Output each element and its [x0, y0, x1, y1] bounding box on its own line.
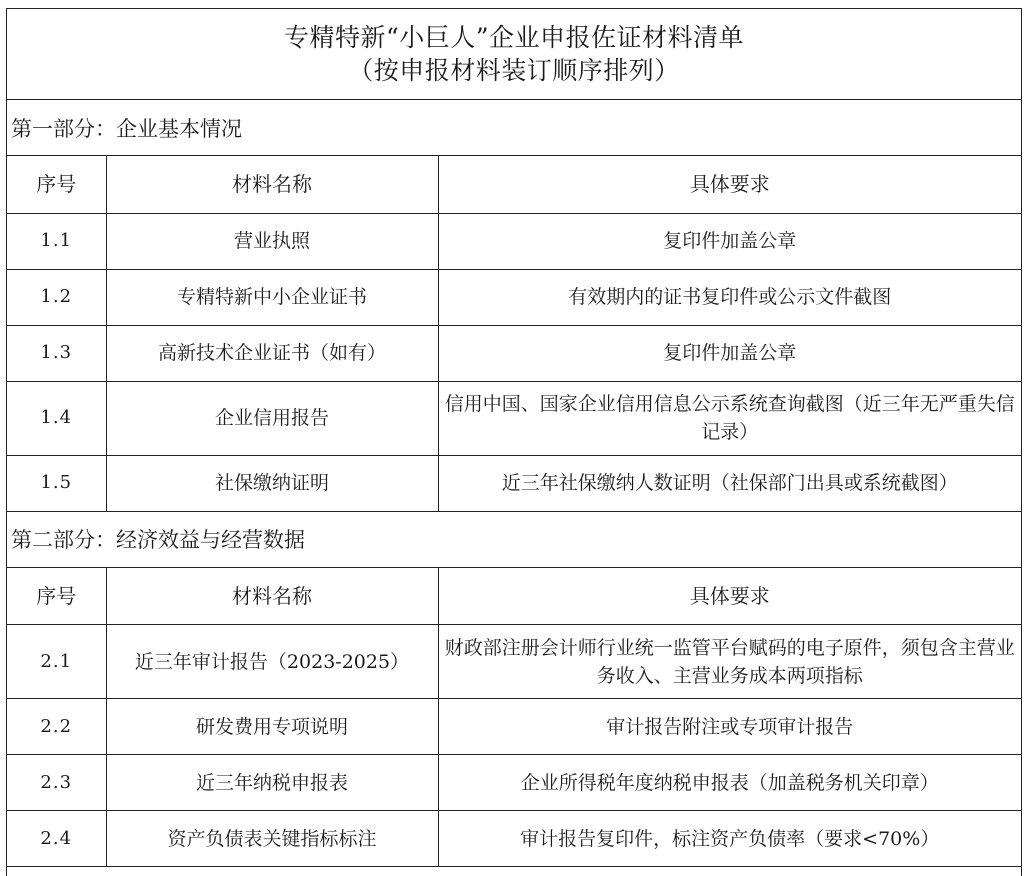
table-basic-info [7, 156, 1021, 512]
row-index: 1.4 [7, 381, 106, 455]
row-requirement: 信用中国、国家企业信用信息公示系统查询截图（近三年无严重失信记录） [438, 381, 1021, 455]
row-index: 2.1 [7, 625, 106, 699]
row-material-name: 近三年审计报告（2023-2025） [106, 625, 438, 699]
section-heading-economic-data: 第二部分：经济效益与经营数据 [7, 512, 1021, 568]
table-row [7, 269, 1021, 325]
row-requirement: 近三年社保缴纳人数证明（社保部门出具或系统截图） [438, 455, 1021, 511]
row-requirement: 审计报告复印件，标注资产负债率（要求<70%） [438, 811, 1021, 867]
column-header-name: 材料名称 [106, 156, 438, 213]
column-header-requirement: 具体要求 [438, 156, 1021, 213]
table-row [7, 811, 1021, 867]
row-requirement: 企业所得税年度纳税申报表（加盖税务机关印章） [438, 755, 1021, 811]
row-material-name: 研发费用专项说明 [106, 699, 438, 755]
table-header-row [7, 156, 1021, 213]
row-requirement: 财政部注册会计师行业统一监管平台赋码的电子原件，须包含主营业务收入、主营业务成本两项指标 [438, 625, 1021, 699]
table-row [7, 755, 1021, 811]
row-material-name: 社保缴纳证明 [106, 455, 438, 511]
table-row [7, 381, 1021, 455]
title-main: 专精特新“小巨人”企业申报佐证材料清单 [283, 23, 745, 52]
row-index: 2.2 [7, 699, 106, 755]
row-index: 1.3 [7, 325, 106, 381]
row-index: 2.3 [7, 755, 106, 811]
document-title [7, 9, 1021, 100]
table-row [7, 213, 1021, 269]
table-row [7, 325, 1021, 381]
row-index: 2.4 [7, 811, 106, 867]
title-subtitle: （按申报材料装订顺序排列） [348, 56, 680, 85]
row-index: 1.1 [7, 213, 106, 269]
table-row [7, 699, 1021, 755]
material-checklist-sheet [6, 8, 1022, 876]
row-requirement: 复印件加盖公章 [438, 325, 1021, 381]
row-index: 1.5 [7, 455, 106, 511]
row-material-name: 企业信用报告 [106, 381, 438, 455]
column-header-name: 材料名称 [106, 568, 438, 625]
row-material-name: 近三年纳税申报表 [106, 755, 438, 811]
column-header-index: 序号 [7, 156, 106, 213]
row-index: 1.2 [7, 269, 106, 325]
row-requirement: 审计报告附注或专项审计报告 [438, 699, 1021, 755]
row-requirement: 有效期内的证书复印件或公示文件截图 [438, 269, 1021, 325]
table-header-row [7, 568, 1021, 625]
column-header-index: 序号 [7, 568, 106, 625]
column-header-requirement: 具体要求 [438, 568, 1021, 625]
row-material-name: 资产负债表关键指标标注 [106, 811, 438, 867]
row-requirement: 复印件加盖公章 [438, 213, 1021, 269]
table-economic-data [7, 568, 1021, 868]
row-material-name: 高新技术企业证书（如有） [106, 325, 438, 381]
row-material-name: 专精特新中小企业证书 [106, 269, 438, 325]
row-material-name: 营业执照 [106, 213, 438, 269]
table-row [7, 455, 1021, 511]
table-row [7, 625, 1021, 699]
section-heading-basic-info: 第一部分：企业基本情况 [7, 100, 1021, 156]
